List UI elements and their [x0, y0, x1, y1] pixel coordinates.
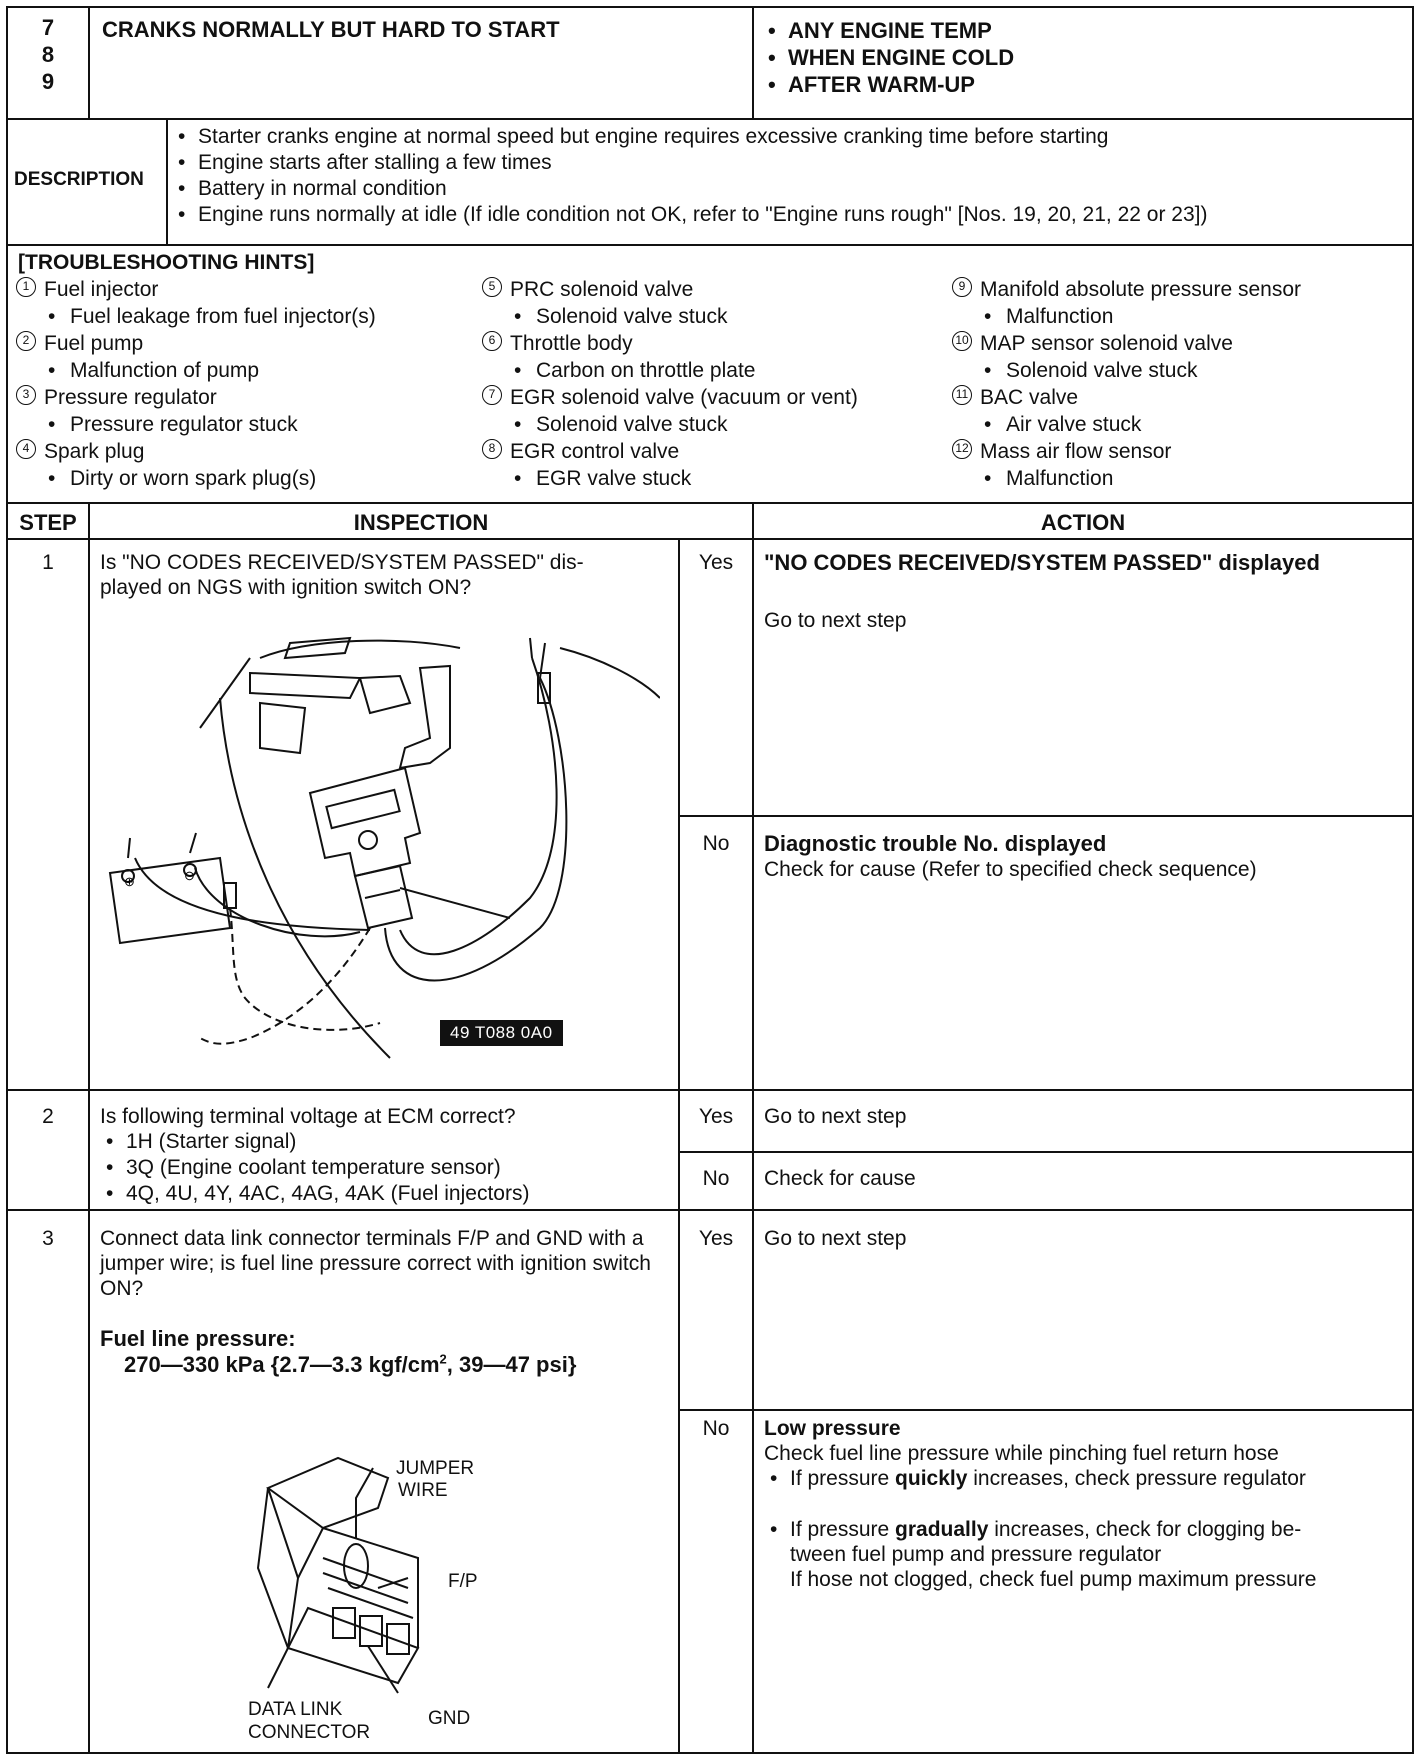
hint-number: 10 — [952, 331, 972, 351]
dash-panel — [250, 673, 360, 698]
hint-number: 11 — [952, 385, 972, 405]
step-1-inspection: Is "NO CODES RECEIVED/SYSTEM PASSED" dis- played on NGS with ignition switch ON? — [100, 551, 584, 599]
hint-item-pressure-regulator — [16, 384, 486, 411]
hint-name: EGR solenoid valve (vacuum or vent) — [510, 386, 858, 409]
step-1-no-text: Check for cause (Refer to specified check sequence) — [764, 858, 1257, 881]
hint-name: Manifold absolute pressure sensor — [980, 278, 1302, 301]
no-label: No — [702, 832, 730, 855]
no-label: No — [702, 1417, 730, 1440]
step-3-yes-text: Go to next step — [764, 1227, 907, 1250]
description-item: • Battery in normal condition — [172, 176, 1408, 202]
step-3-no-title: Low pressure — [764, 1417, 901, 1440]
hint-name: Pressure regulator — [44, 386, 217, 409]
hint-detail: • Malfunction of pump — [16, 357, 486, 384]
text-post: increases, check pressure regulator — [967, 1467, 1306, 1490]
rule — [166, 118, 168, 244]
gnd-label: GND — [428, 1708, 471, 1729]
description-item: • Engine starts after stalling a few times — [172, 150, 1408, 176]
hint-number: 12 — [952, 439, 972, 459]
step-2-yes-text: Go to next step — [764, 1105, 907, 1128]
hint-detail: • Solenoid valve stuck — [952, 357, 1412, 384]
rule — [678, 1151, 1412, 1153]
rule — [8, 244, 1412, 246]
connector-base — [288, 1608, 418, 1683]
hint-item-maf-sensor — [952, 438, 1412, 465]
step-1-yes-title: "NO CODES RECEIVED/SYSTEM PASSED" displayed — [764, 550, 1320, 575]
hints-column-3 — [952, 276, 1412, 492]
hint-item-bac-valve — [952, 384, 1412, 411]
hint-number: 9 — [952, 277, 972, 297]
column-header-step: STEP — [19, 510, 77, 535]
hint-number: 2 — [16, 331, 36, 351]
rule — [8, 118, 1412, 120]
step-2-no-text: Check for cause — [764, 1167, 916, 1190]
conditions-list — [762, 17, 1402, 98]
terminal-socket — [387, 1624, 409, 1654]
hints-column-2 — [482, 276, 952, 492]
hint-detail: • Fuel leakage from fuel injector(s) — [16, 303, 486, 330]
spec-title: Fuel line pressure: — [100, 1326, 296, 1351]
dash-line — [200, 658, 250, 728]
hint-detail: • Carbon on throttle plate — [482, 357, 952, 384]
trouble-number: 9 — [41, 69, 55, 94]
hint-number: 4 — [16, 439, 36, 459]
page-title: CRANKS NORMALLY BUT HARD TO START — [102, 17, 560, 42]
hint-detail: • Malfunction — [952, 303, 1412, 330]
data-link-connector-illustration — [228, 1448, 528, 1698]
text-post: increases, check for clogging be- tween fuel pump and pressure regulator If hose not clogged, check fuel pump maximum pressure — [790, 1518, 1317, 1591]
hint-name: EGR control valve — [510, 440, 680, 463]
battery-cable — [135, 858, 370, 930]
step-3-no-text: Check fuel line pressure while pinching fuel return hose — [764, 1442, 1279, 1465]
description-item: • Engine runs normally at idle (If idle condition not OK, refer to "Engine runs rough" [Nos. 19, 20, 21, 22 or 23]) — [172, 202, 1408, 228]
leader-line — [356, 1468, 373, 1538]
spec-main: 270—330 kPa {2.7—3.3 kgf/cm — [124, 1352, 440, 1377]
step-3-no-action — [764, 1416, 1408, 1592]
column-header-inspection: INSPECTION — [353, 510, 489, 535]
yes-label: Yes — [698, 1105, 734, 1128]
rule — [88, 8, 90, 118]
ngs-body — [310, 768, 420, 876]
hint-detail: • Malfunction — [952, 465, 1412, 492]
clip — [128, 833, 196, 858]
step-number: 2 — [42, 1105, 54, 1128]
hint-detail: • Solenoid valve stuck — [482, 303, 952, 330]
cable-dashed — [200, 928, 370, 1044]
no-label: No — [702, 1167, 730, 1190]
step-number: 3 — [42, 1227, 54, 1250]
hint-item-prc-solenoid — [482, 276, 952, 303]
rule — [8, 1089, 1412, 1091]
hint-name: BAC valve — [980, 386, 1079, 409]
hint-item-egr-solenoid — [482, 384, 952, 411]
label-wire: WIRE — [398, 1480, 448, 1501]
dlc-label — [248, 1698, 370, 1744]
trouble-number: 8 — [41, 42, 55, 67]
column-header-action: ACTION — [1040, 510, 1126, 535]
label-dlc-2: CONNECTOR — [248, 1722, 371, 1743]
text-pre: If pressure — [790, 1467, 896, 1490]
yes-label: Yes — [698, 551, 734, 574]
spec-tail: , 39—47 psi} — [446, 1352, 577, 1377]
terminal-item: • 1H (Starter signal) — [100, 1129, 672, 1155]
leader-line — [400, 888, 510, 918]
description-label: DESCRIPTION — [14, 169, 144, 190]
terminal-item: • 3Q (Engine coolant temperature sensor) — [100, 1155, 672, 1181]
step-1-yes-text: Go to next step — [764, 609, 907, 632]
leader-line — [268, 1648, 288, 1688]
rule — [752, 8, 754, 118]
hint-name: Spark plug — [44, 440, 145, 463]
label-dlc-1: DATA LINK — [248, 1699, 343, 1720]
hint-name: Throttle body — [510, 332, 633, 355]
text-bold: gradually — [895, 1518, 989, 1541]
ngs-tester-illustration — [100, 618, 660, 1083]
spec-superscript: 2 — [439, 1351, 447, 1367]
hint-number: 1 — [16, 277, 36, 297]
hint-detail: • Solenoid valve stuck — [482, 411, 952, 438]
trouble-numbers — [8, 14, 88, 95]
battery-plus: ⊕ — [124, 874, 135, 889]
text-bold: quickly — [895, 1467, 968, 1490]
hint-name: Fuel pump — [44, 332, 144, 355]
ngs-screen — [326, 790, 399, 828]
hint-number: 3 — [16, 385, 36, 405]
rule — [8, 538, 1412, 540]
hint-name: Mass air flow sensor — [980, 440, 1172, 463]
hint-detail: • Dirty or worn spark plug(s) — [16, 465, 486, 492]
ngs-slot — [365, 890, 400, 898]
hint-item-fuel-injector — [16, 276, 486, 303]
pedal — [400, 666, 450, 768]
hint-item-throttle-body — [482, 330, 952, 357]
connector-side — [258, 1488, 298, 1648]
hint-item-egr-control-valve — [482, 438, 952, 465]
hint-item-spark-plug — [16, 438, 486, 465]
fp-label: F/P — [448, 1571, 478, 1592]
hints-column-1 — [16, 276, 486, 492]
terminal-item: • 4Q, 4U, 4Y, 4AC, 4AG, 4AK (Fuel injectors) — [100, 1181, 672, 1207]
trouble-number: 7 — [41, 15, 55, 40]
dash-line — [220, 698, 390, 1058]
yes-label: Yes — [698, 1227, 734, 1250]
step-2-question: Is following terminal voltage at ECM correct? — [100, 1105, 516, 1128]
condition-item: • WHEN ENGINE COLD — [762, 44, 1402, 71]
rule — [678, 1409, 1412, 1411]
condition-item: • ANY ENGINE TEMP — [762, 17, 1402, 44]
rule — [8, 1209, 1412, 1211]
hint-detail: • EGR valve stuck — [482, 465, 952, 492]
text-pre: If pressure — [790, 1518, 896, 1541]
ngs-module — [355, 866, 412, 928]
hint-number: 6 — [482, 331, 502, 351]
diagnostic-page — [6, 6, 1414, 1754]
hint-number: 7 — [482, 385, 502, 405]
pressure-check-gradual — [764, 1517, 1408, 1592]
description-item: • Starter cranks engine at normal speed but engine requires excessive cranking time before starting — [172, 124, 1408, 150]
connector-cover — [268, 1458, 388, 1528]
dash-panel — [260, 703, 305, 753]
step-1-no-title: Diagnostic trouble No. displayed — [764, 831, 1107, 856]
cable — [385, 678, 566, 981]
hints-title: [TROUBLESHOOTING HINTS] — [18, 251, 315, 274]
hint-number: 8 — [482, 439, 502, 459]
hint-item-map-solenoid — [952, 330, 1412, 357]
spec-value — [124, 1352, 684, 1377]
hint-detail: • Pressure regulator stuck — [16, 411, 486, 438]
hint-name: MAP sensor solenoid valve — [980, 332, 1233, 355]
battery-minus: ⊖ — [184, 868, 195, 883]
hint-detail: • Air valve stuck — [952, 411, 1412, 438]
pressure-check-quick — [764, 1466, 1408, 1491]
condition-item: • AFTER WARM-UP — [762, 71, 1402, 98]
dash-panel — [360, 676, 410, 713]
dash-line — [560, 648, 660, 698]
rule — [88, 502, 90, 1752]
step-3-inspection: Connect data link connector terminals F/P and GND with a jumper wire; is fuel line pressure correct with ignition switch ON? — [100, 1227, 651, 1300]
label-jumper: JUMPER — [396, 1458, 475, 1479]
hint-item-map-sensor — [952, 276, 1412, 303]
rule — [678, 815, 1412, 817]
step-2-inspection — [100, 1104, 672, 1207]
description-list — [172, 124, 1408, 228]
hint-name: Fuel injector — [44, 278, 159, 301]
rule — [8, 502, 1412, 504]
hint-number: 5 — [482, 277, 502, 297]
hint-item-fuel-pump — [16, 330, 486, 357]
jumper-wire-label — [396, 1458, 474, 1502]
hint-name: PRC solenoid valve — [510, 278, 694, 301]
figure-code: 49 T088 0A0 — [440, 1020, 563, 1046]
ngs-knob — [359, 831, 377, 849]
step-number: 1 — [42, 551, 54, 574]
rule — [678, 538, 680, 1752]
